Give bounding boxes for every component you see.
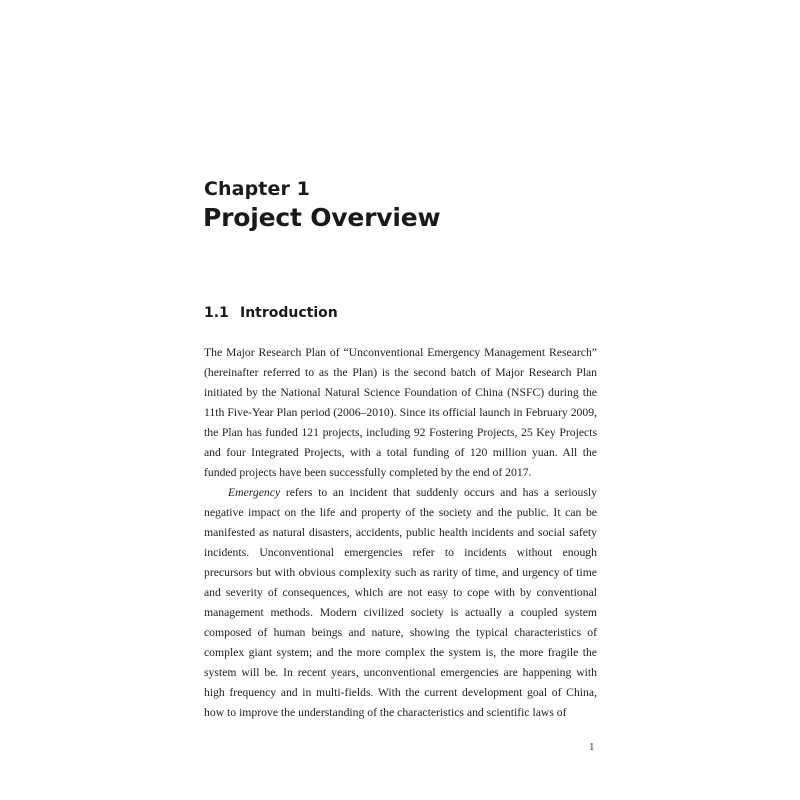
section-heading [204, 305, 338, 321]
paragraph-1: The Major Research Plan of “Unconventional Emergency Management Research” (hereinafter referred to as the Plan) is the second batch of Major Research Plan initiated by the National Natural Science Foundation of China (NSFC) during the 11th Five-Year Plan period (2006–2010). Since its official launch in February 2009, the Plan has funded 121 projects, including 92 Fostering Projects, 25 Key Projects and four Integrated Projects, with a total funding of 120 million yuan. All the funded projects have been successfully completed by the end of 2017. [204, 346, 597, 479]
page-number: 1 [589, 741, 595, 753]
chapter-title: Project Overview [203, 203, 441, 232]
emphasized-term: Emergency [228, 486, 281, 499]
chapter-label: Chapter 1 [204, 178, 310, 200]
body-text [204, 343, 597, 723]
section-title: Introduction [240, 305, 338, 321]
paragraph-2-text: refers to an incident that suddenly occurs and has a seriously negative impact on the life and property of the society and the public. It can be manifested as natural disasters, accidents, public health incidents and social safety incidents. Unconventional emergencies refer to incidents without enough precursors but with obvious complexity such as rarity of time, and urgency of time and severity of consequences, which are not easy to cope with by conventional management methods. Modern civilized society is actually a coupled system composed of human beings and nature, showing the typical characteristics of complex giant system; and the more complex the system is, the more fragile the system will be. In recent years, unconventional emergencies are happening with high frequency and in multi-fields. With the current development goal of China, how to improve the understanding of the characteristics and scientific laws of [204, 486, 597, 719]
section-number: 1.1 [204, 305, 229, 321]
paragraph-2 [204, 483, 597, 723]
